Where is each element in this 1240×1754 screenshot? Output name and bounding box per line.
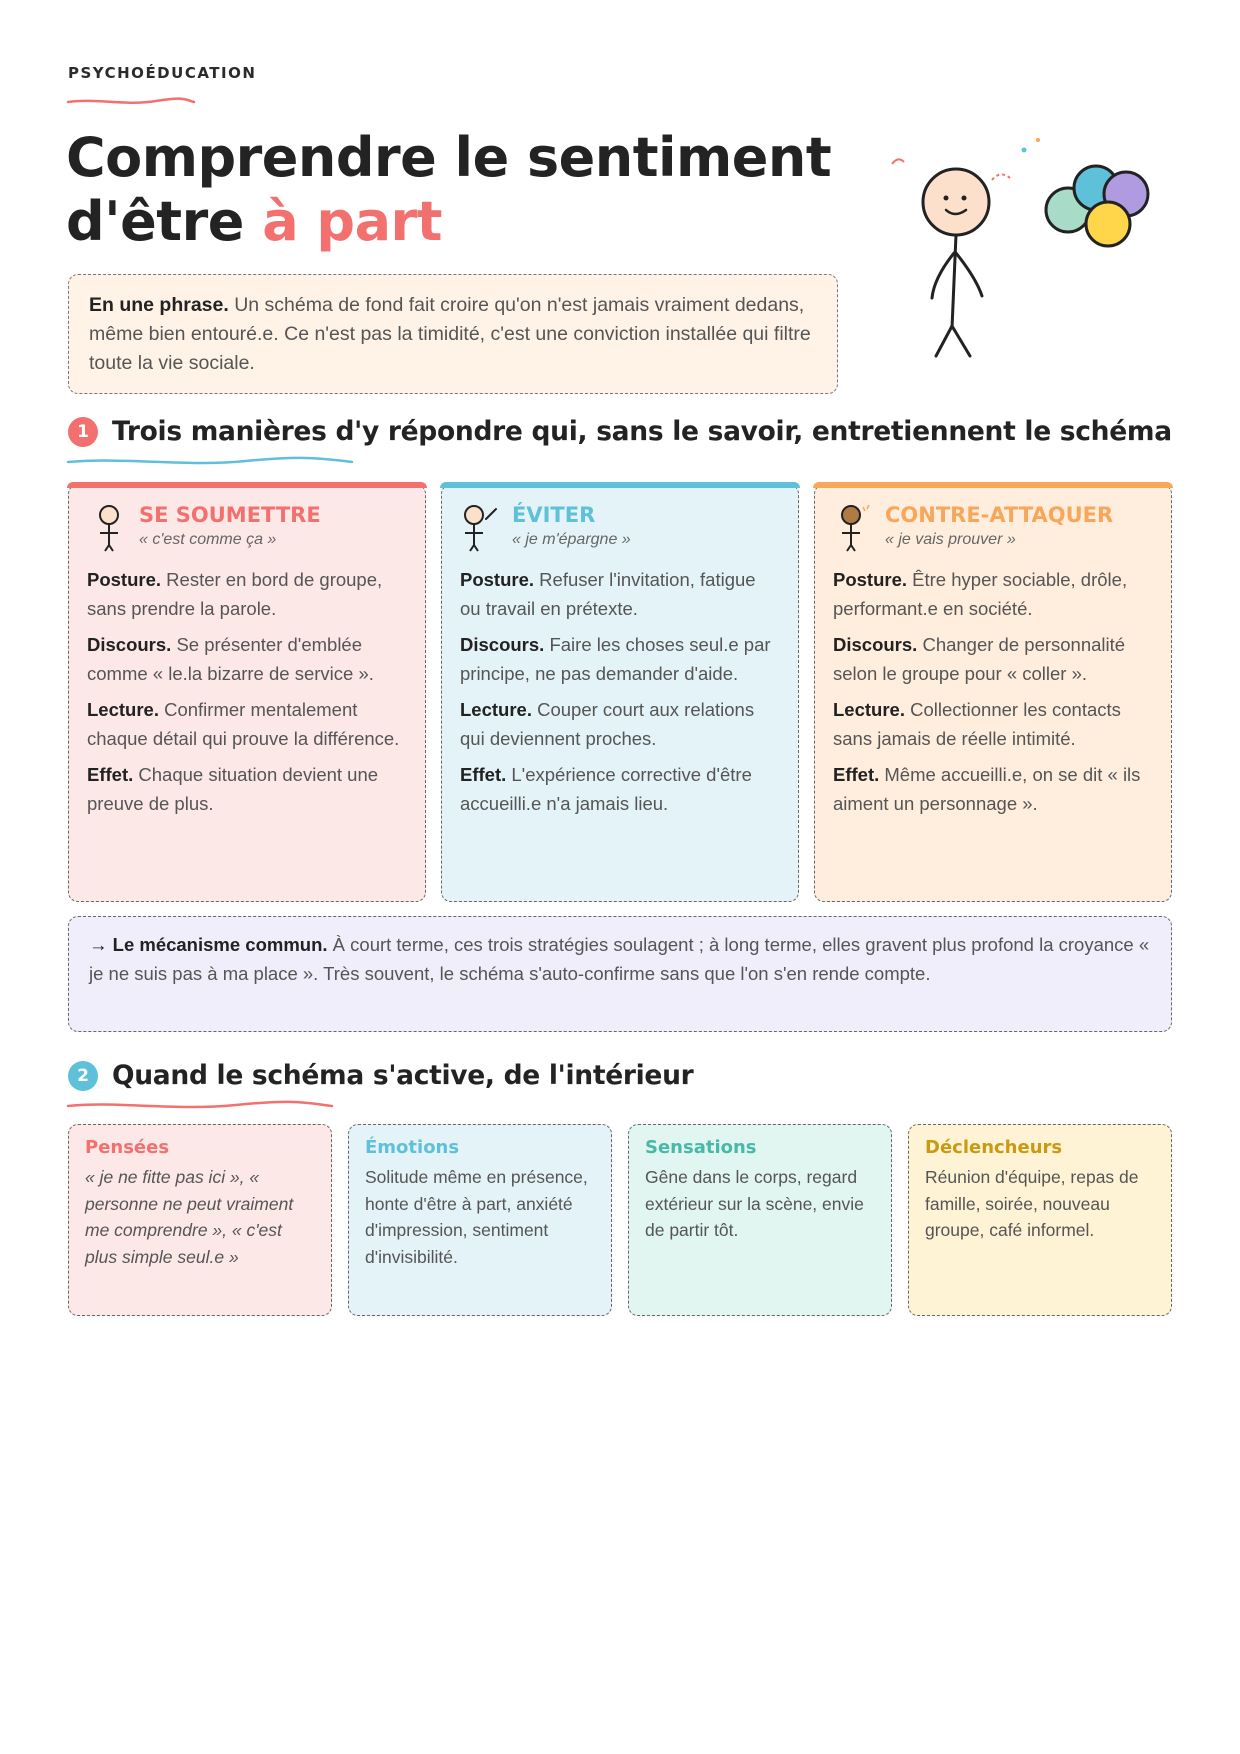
common-text: À court terme, ces trois stratégies soulagent ; à long terme, elles gravent plus profond la croyance « je ne suis pas à ma place ». Très souvent, le schéma s'auto-confirme sans que l'on s'en rende compte.	[89, 934, 1150, 984]
strategy-quote: « je m'épargne »	[512, 531, 631, 548]
row-text: Changer de personnalité selon le groupe pour « coller ».	[833, 634, 1126, 684]
intro-box	[68, 274, 838, 394]
kicker: PSYCHOÉDUCATION	[68, 64, 257, 82]
strategy-title: SE SOUMETTRE	[139, 503, 321, 527]
strategy-title: CONTRE-ATTAQUER	[885, 503, 1114, 527]
strategy-card-counterattack	[814, 484, 1172, 902]
row-label: Lecture.	[87, 699, 159, 720]
section2-title: Quand le schéma s'active, de l'intérieur	[112, 1060, 694, 1091]
title-line2-start: d'être	[66, 190, 263, 253]
row-text: Chaque situation devient une preuve de plus.	[87, 764, 379, 814]
row-label: Posture.	[87, 569, 162, 590]
row-text: Faire les choses seul.e par principe, ne pas demander d'aide.	[460, 634, 771, 684]
figure-avoid-icon	[460, 501, 500, 553]
section2-heading	[68, 1060, 693, 1091]
stick-figure-illustration	[880, 128, 1180, 368]
section1-underline	[66, 456, 356, 468]
row-text: Être hyper sociable, drôle, performant.e en société.	[833, 569, 1128, 619]
row-text: Même accueilli.e, on se dit « ils aiment un personnage ».	[833, 764, 1141, 814]
card-topbar	[67, 482, 427, 488]
section1-title: Trois manières d'y répondre qui, sans le savoir, entretiennent le schéma	[112, 416, 1172, 447]
strategy-card-submit	[68, 484, 426, 902]
title-line2-accent: à part	[262, 190, 442, 253]
effet-row	[87, 760, 407, 818]
card-topbar	[813, 482, 1173, 488]
discours-row	[460, 630, 780, 688]
card-title: Déclencheurs	[925, 1137, 1063, 1158]
row-label: Posture.	[833, 569, 908, 590]
intro-lead: En une phrase.	[89, 294, 229, 316]
card-title: Sensations	[645, 1137, 757, 1158]
dot-blue-icon	[1022, 148, 1027, 153]
row-label: Lecture.	[833, 699, 905, 720]
section1-badge: 1	[68, 417, 98, 447]
dot-orange-icon	[1036, 138, 1040, 142]
strategy-quote: « c'est comme ça »	[139, 531, 277, 548]
row-label: Discours.	[460, 634, 545, 655]
row-text: Confirmer mentalement chaque détail qui prouve la différence.	[87, 699, 400, 749]
common-lead: → Le mécanisme commun.	[89, 934, 328, 955]
card-text: « je ne fitte pas ici », « personne ne peut vraiment me comprendre », « c'est plus simple seul.e »	[85, 1167, 294, 1267]
effet-row	[460, 760, 780, 818]
strategy-card-avoid	[441, 484, 799, 902]
strategy-quote: « je vais prouver »	[885, 531, 1016, 548]
sparkle-left-icon	[892, 159, 904, 164]
row-text: Collectionner les contacts sans jamais de réelle intimité.	[833, 699, 1121, 749]
card-text: Solitude même en présence, honte d'être à part, anxiété d'impression, sentiment d'invisibilité.	[365, 1167, 588, 1267]
figure-submit-icon	[87, 501, 127, 553]
card-triggers	[908, 1124, 1172, 1316]
intro-text: Un schéma de fond fait croire qu'on n'est jamais vraiment dedans, même bien entouré.e. Ce n'est pas la timidité, c'est une conviction installée qui filtre toute la vie sociale.	[89, 294, 811, 374]
lecture-row	[87, 695, 407, 753]
row-text: Rester en bord de groupe, sans prendre la parole.	[87, 569, 383, 619]
row-label: Posture.	[460, 569, 535, 590]
card-thoughts	[68, 1124, 332, 1316]
section2-badge: 2	[68, 1061, 98, 1091]
posture-row	[87, 565, 407, 623]
card-title: Pensées	[85, 1137, 170, 1158]
page-title	[66, 126, 831, 254]
row-label: Discours.	[87, 634, 172, 655]
title-line1: Comprendre le sentiment	[66, 126, 832, 189]
row-text: L'expérience corrective d'être accueilli.e n'a jamais lieu.	[460, 764, 752, 814]
row-label: Discours.	[833, 634, 918, 655]
card-sensations	[628, 1124, 892, 1316]
row-label: Effet.	[460, 764, 507, 785]
row-text: Se présenter d'emblée comme « le.la bizarre de service ».	[87, 634, 374, 684]
row-label: Lecture.	[460, 699, 532, 720]
effet-row	[833, 760, 1153, 818]
card-emotions	[348, 1124, 612, 1316]
row-text: Couper court aux relations qui deviennent proches.	[460, 699, 755, 749]
lecture-row	[460, 695, 780, 753]
figure-counterattack-icon	[833, 501, 873, 553]
strategy-title: ÉVITER	[512, 503, 596, 527]
section2-underline	[66, 1100, 336, 1112]
common-mechanism-box	[68, 916, 1172, 1032]
lecture-row	[833, 695, 1153, 753]
card-text: Réunion d'équipe, repas de famille, soirée, nouveau groupe, café informel.	[925, 1167, 1139, 1240]
sparkle-right-icon	[992, 174, 1010, 180]
kicker-underline	[66, 96, 196, 108]
row-label: Effet.	[87, 764, 134, 785]
card-topbar	[440, 482, 800, 488]
row-text: Refuser l'invitation, fatigue ou travail en prétexte.	[460, 569, 756, 619]
group-circles-icon	[1046, 166, 1148, 246]
stick-figure-icon	[923, 169, 989, 356]
discours-row	[87, 630, 407, 688]
card-title: Émotions	[365, 1137, 460, 1158]
discours-row	[833, 630, 1153, 688]
card-text: Gêne dans le corps, regard extérieur sur la scène, envie de partir tôt.	[645, 1167, 864, 1240]
posture-row	[460, 565, 780, 623]
row-label: Effet.	[833, 764, 880, 785]
section1-heading	[68, 416, 1172, 447]
posture-row	[833, 565, 1153, 623]
